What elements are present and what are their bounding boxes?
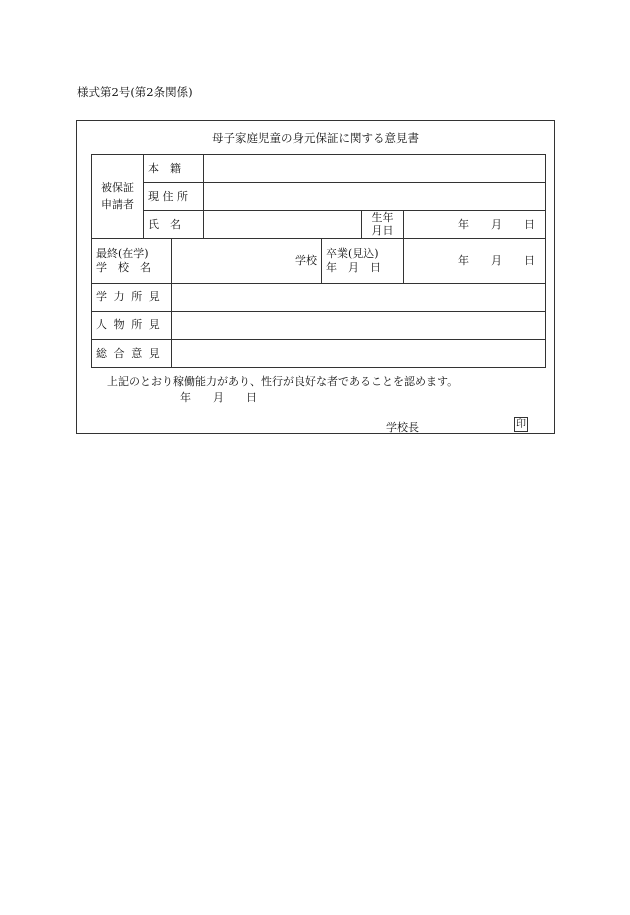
birthdate-label-line1: 生年 <box>371 211 394 225</box>
table-row <box>92 183 546 211</box>
decl-year-unit: 年 <box>180 391 191 404</box>
overall-label <box>92 339 172 367</box>
birthdate-label <box>362 211 404 239</box>
school-label <box>92 239 172 283</box>
birth-day-unit: 日 <box>524 217 535 231</box>
form-title: 母子家庭児童の身元保証に関する意見書 <box>212 131 419 145</box>
grad-day-unit: 日 <box>524 254 535 268</box>
table-row <box>92 211 546 239</box>
name-label-text: 氏 名 <box>148 217 181 231</box>
overall-label-text: 総合意見 <box>96 346 167 360</box>
graduation-label <box>322 239 404 283</box>
grad-year-unit: 年 <box>458 254 469 268</box>
school-field[interactable] <box>172 239 322 283</box>
applicant-label-line2: 申請者 <box>101 198 134 212</box>
honseki-label <box>144 155 204 183</box>
birthdate-field[interactable] <box>404 211 546 239</box>
academic-label <box>92 283 172 311</box>
applicant-label-line1: 被保証 <box>101 181 134 195</box>
seal-mark: 印 <box>516 419 526 430</box>
graduation-label-line2: 年 月 日 <box>326 260 381 274</box>
address-label <box>144 183 204 211</box>
applicant-section-label <box>92 155 144 239</box>
birthdate-label-line2: 月日 <box>371 223 394 237</box>
academic-label-text: 学力所見 <box>96 290 167 304</box>
table-row <box>92 339 546 367</box>
graduation-field[interactable] <box>404 239 546 283</box>
table-row <box>92 311 546 339</box>
table-row <box>92 283 546 311</box>
birth-year-unit: 年 <box>458 217 469 231</box>
address-label-text: 現 住 所 <box>148 189 188 203</box>
honseki-field[interactable] <box>204 155 546 183</box>
grad-month-unit: 月 <box>491 254 502 268</box>
name-field[interactable] <box>204 211 362 239</box>
character-label <box>92 311 172 339</box>
declaration-date[interactable] <box>180 389 257 405</box>
honseki-label-text: 本 籍 <box>148 161 181 175</box>
decl-month-unit: 月 <box>213 391 224 404</box>
declaration-text: 上記のとおり稼働能力があり、性行が良好な者であることを認めます。 <box>107 375 459 388</box>
overall-field[interactable] <box>172 339 546 367</box>
school-label-line1: 最終(在学) <box>96 247 149 261</box>
school-label-line2: 学 校 名 <box>96 260 151 274</box>
principal-label: 学校長 <box>386 421 419 434</box>
character-label-text: 人物所見 <box>96 318 167 332</box>
form-table <box>91 154 546 368</box>
decl-day-unit: 日 <box>246 391 257 404</box>
form-number: 様式第2号(第2条関係) <box>77 85 193 99</box>
table-row <box>92 239 546 283</box>
name-label <box>144 211 204 239</box>
school-suffix: 学校 <box>295 254 317 268</box>
opinion-form <box>76 120 555 434</box>
academic-field[interactable] <box>172 283 546 311</box>
birth-month-unit: 月 <box>491 217 502 231</box>
table-row <box>92 155 546 183</box>
character-field[interactable] <box>172 311 546 339</box>
address-field[interactable] <box>204 183 546 211</box>
graduation-label-line1: 卒業(見込) <box>326 247 379 261</box>
